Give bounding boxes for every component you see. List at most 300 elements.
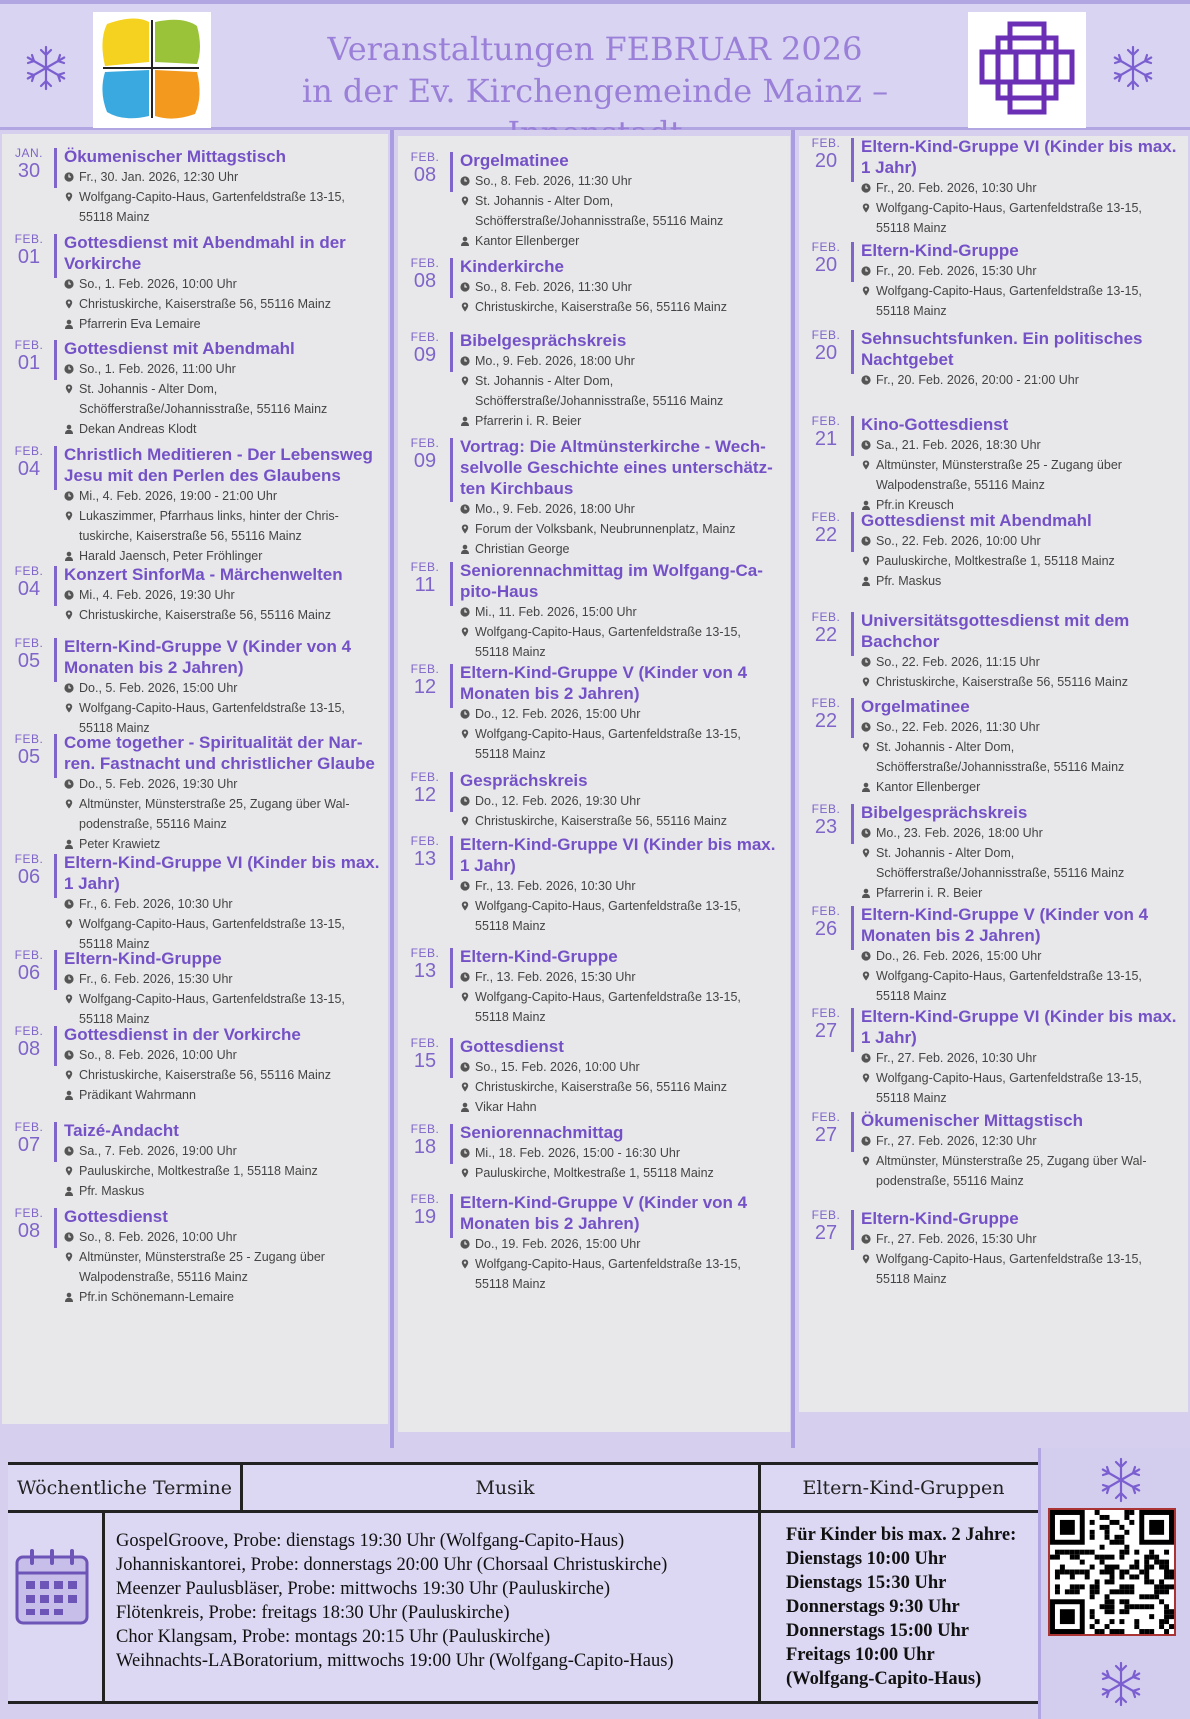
event-time: Fr., 27. Feb. 2026, 15:30 Uhr bbox=[861, 1229, 1180, 1249]
date-bar bbox=[450, 836, 453, 880]
event-time: So., 15. Feb. 2026, 10:00 Uhr bbox=[460, 1057, 782, 1077]
person-icon bbox=[64, 1292, 74, 1302]
event-month: FEB. bbox=[811, 136, 841, 150]
event-day: 08 bbox=[413, 270, 437, 292]
event-time: So., 1. Feb. 2026, 10:00 Uhr bbox=[64, 274, 380, 294]
clock-icon bbox=[460, 1062, 470, 1072]
person-icon bbox=[460, 236, 470, 246]
location-pin-icon bbox=[861, 677, 871, 687]
event-date bbox=[404, 256, 446, 292]
clock-icon bbox=[64, 974, 74, 984]
event-location: 55118 Mainz bbox=[475, 919, 546, 933]
date-bar bbox=[851, 330, 854, 374]
event-title[interactable]: Seniorennachmittag im Wolfgang-Ca-pito-Haus bbox=[460, 561, 763, 601]
event-location: podenstraße, 55116 Mainz bbox=[79, 817, 227, 831]
event-date bbox=[8, 444, 50, 480]
event-date bbox=[805, 1110, 847, 1146]
event-month: FEB. bbox=[811, 240, 841, 254]
event-title[interactable]: Eltern-Kind-Gruppe bbox=[460, 947, 618, 966]
clock-icon bbox=[861, 1053, 871, 1063]
event-day: 01 bbox=[17, 352, 41, 374]
event-title[interactable]: Orgelmatinee bbox=[861, 697, 970, 716]
event-location: Christuskirche, Kaiserstraße 56, 55116 Mainz bbox=[64, 1065, 380, 1085]
event-date bbox=[404, 946, 446, 982]
clock-icon bbox=[460, 1239, 470, 1249]
location-pin-icon bbox=[460, 816, 470, 826]
music-item: GospelGroove, Probe: dienstags 19:30 Uhr (Wolfgang-Capito-Haus) bbox=[116, 1531, 625, 1551]
title-line-2: in der Ev. Kirchengemeinde Mainz – bbox=[301, 72, 889, 110]
event-title[interactable]: Gottesdienst mit Abendmahl bbox=[64, 339, 295, 358]
event-columns bbox=[0, 130, 1190, 1448]
date-bar bbox=[851, 1008, 854, 1052]
event-location: Wolfgang-Capito-Haus, Gartenfeldstraße 13-15, bbox=[861, 1068, 1180, 1088]
event-title[interactable]: Kino-Gottesdienst bbox=[861, 415, 1009, 434]
event-day: 18 bbox=[413, 1136, 437, 1158]
event-location: Wolfgang-Capito-Haus, Gartenfeldstraße 13-15, bbox=[460, 622, 782, 642]
event-month: FEB. bbox=[14, 1206, 44, 1220]
person-icon bbox=[460, 544, 470, 554]
church-logo bbox=[93, 12, 211, 128]
event-date bbox=[8, 1206, 50, 1242]
event-date bbox=[8, 852, 50, 888]
event-location: 55118 Mainz bbox=[876, 221, 947, 235]
date-bar bbox=[450, 562, 453, 606]
event-time: Fr., 13. Feb. 2026, 15:30 Uhr bbox=[460, 967, 782, 987]
date-bar bbox=[450, 1194, 453, 1238]
event-month: FEB. bbox=[811, 510, 841, 524]
clock-icon bbox=[64, 1146, 74, 1156]
date-bar bbox=[450, 438, 453, 502]
location-pin-icon bbox=[861, 286, 871, 296]
event-person: Kantor Ellenberger bbox=[861, 777, 1180, 797]
date-bar bbox=[851, 138, 854, 182]
clock-icon bbox=[861, 1136, 871, 1146]
event-title[interactable]: Eltern-Kind-Gruppe VI (Kinder bis max. 1 Jahr) bbox=[64, 853, 380, 893]
event-month: FEB. bbox=[14, 1024, 44, 1038]
date-bar bbox=[851, 1210, 854, 1250]
date-bar bbox=[54, 1208, 57, 1248]
event-time: Mi., 4. Feb. 2026, 19:30 Uhr bbox=[64, 585, 380, 605]
event-title[interactable]: Gesprächskreis bbox=[460, 771, 588, 790]
location-pin-icon bbox=[64, 192, 74, 202]
event-title[interactable]: Bibelgesprächskreis bbox=[460, 331, 627, 350]
clock-icon bbox=[861, 440, 871, 450]
event-title[interactable]: Kinderkirche bbox=[460, 257, 564, 276]
qr-code[interactable] bbox=[1048, 1508, 1176, 1636]
date-bar bbox=[450, 1038, 453, 1078]
date-bar bbox=[54, 446, 57, 490]
group-item: Für Kinder bis max. 2 Jahre: bbox=[786, 1525, 1017, 1545]
event-date bbox=[8, 564, 50, 600]
event-time: So., 8. Feb. 2026, 11:30 Uhr bbox=[460, 171, 782, 191]
event-month: FEB. bbox=[410, 1122, 440, 1136]
event-day: 20 bbox=[814, 254, 838, 276]
event-location: Pauluskirche, Moltkestraße 1, 55118 Mainz bbox=[460, 1163, 782, 1183]
event-time: So., 1. Feb. 2026, 11:00 Uhr bbox=[64, 359, 380, 379]
event-location: tuskirche, Kaiserstraße 56, 55116 Mainz bbox=[79, 529, 302, 543]
event-location: Wolfgang-Capito-Haus, Gartenfeldstraße 13-15, bbox=[861, 966, 1180, 986]
event-location: Altmünster, Münsterstraße 25, Zugang über Wal- bbox=[861, 1151, 1180, 1171]
event-date bbox=[805, 696, 847, 732]
event-title[interactable]: Eltern-Kind-Gruppe V (Kinder von 4 Monaten bis 2 Jahren) bbox=[64, 637, 352, 677]
event-person: Pfr. Maskus bbox=[64, 1181, 380, 1201]
event-location: 55118 Mainz bbox=[475, 1010, 546, 1024]
event-title[interactable]: Eltern-Kind-Gruppe V (Kinder von 4 Monaten bis 2 Jahren) bbox=[460, 663, 748, 703]
clock-icon bbox=[460, 607, 470, 617]
event-location: Christuskirche, Kaiserstraße 56, 55116 Mainz bbox=[460, 1077, 782, 1097]
location-pin-icon bbox=[460, 302, 470, 312]
event-time: So., 22. Feb. 2026, 10:00 Uhr bbox=[861, 531, 1180, 551]
event-location: Wolfgang-Capito-Haus, Gartenfeldstraße 13-15, bbox=[460, 1254, 782, 1274]
event-person: Pfarrerin Eva Lemaire bbox=[64, 314, 380, 334]
music-item: Flötenkreis, Probe: freitags 18:30 Uhr (Pauluskirche) bbox=[116, 1603, 510, 1623]
person-icon bbox=[64, 551, 74, 561]
event-location: 55118 Mainz bbox=[79, 1012, 150, 1026]
event-date bbox=[8, 732, 50, 768]
location-pin-icon bbox=[64, 703, 74, 713]
location-pin-icon bbox=[460, 196, 470, 206]
event-month: JAN. bbox=[14, 146, 43, 160]
event-location: Wolfgang-Capito-Haus, Gartenfeldstraße 13-15, bbox=[64, 989, 380, 1009]
location-pin-icon bbox=[861, 971, 871, 981]
event-title[interactable]: Eltern-Kind-Gruppe V (Kinder von 4 Monaten bis 2 Jahren) bbox=[861, 905, 1149, 945]
event-title[interactable]: Seniorennachmittag bbox=[460, 1123, 624, 1142]
event-date bbox=[805, 1006, 847, 1042]
event-day: 13 bbox=[413, 848, 437, 870]
event-location: 55118 Mainz bbox=[79, 721, 150, 735]
event-time: Fr., 27. Feb. 2026, 12:30 Uhr bbox=[861, 1131, 1180, 1151]
event-time: Fr., 6. Feb. 2026, 15:30 Uhr bbox=[64, 969, 380, 989]
event-date bbox=[404, 436, 446, 472]
group-item: Donnerstags 15:00 Uhr bbox=[786, 1621, 969, 1641]
date-bar bbox=[54, 148, 57, 188]
event-person: Vikar Hahn bbox=[460, 1097, 782, 1117]
divider bbox=[102, 1513, 105, 1704]
event-location: Wolfgang-Capito-Haus, Gartenfeldstraße 13-15, bbox=[460, 987, 782, 1007]
event-title[interactable]: Eltern-Kind-Gruppe bbox=[861, 1209, 1019, 1228]
event-title[interactable]: Gottesdienst bbox=[64, 1207, 168, 1226]
event-month: FEB. bbox=[811, 904, 841, 918]
date-bar bbox=[450, 152, 453, 192]
location-pin-icon bbox=[460, 1168, 470, 1178]
event-location: Christuskirche, Kaiserstraße 56, 55116 Mainz bbox=[460, 297, 782, 317]
event-location: 55118 Mainz bbox=[79, 937, 150, 951]
date-bar bbox=[54, 1026, 57, 1066]
event-location: Wolfgang-Capito-Haus, Gartenfeldstraße 13-15, bbox=[64, 187, 380, 207]
date-bar bbox=[450, 1124, 453, 1164]
date-bar bbox=[851, 698, 854, 738]
event-location: Forum der Volksbank, Neubrunnenplatz, Mainz bbox=[460, 519, 782, 539]
music-list bbox=[116, 1529, 756, 1673]
event-title[interactable]: Gottesdienst mit Abendmahl bbox=[861, 511, 1092, 530]
event-date bbox=[404, 1122, 446, 1158]
clock-icon bbox=[460, 972, 470, 982]
event-time: So., 8. Feb. 2026, 10:00 Uhr bbox=[64, 1227, 380, 1247]
event-day: 23 bbox=[814, 816, 838, 838]
event-date bbox=[404, 834, 446, 870]
event-location: Wolfgang-Capito-Haus, Gartenfeldstraße 13-15, bbox=[861, 198, 1180, 218]
event-location: Schöfferstraße/Johannisstraße, 55116 Mainz bbox=[876, 760, 1125, 774]
person-icon bbox=[64, 1090, 74, 1100]
person-icon bbox=[861, 782, 871, 792]
clock-icon bbox=[64, 279, 74, 289]
event-month: FEB. bbox=[14, 444, 44, 458]
event-time: So., 8. Feb. 2026, 10:00 Uhr bbox=[64, 1045, 380, 1065]
event-location: Walpodenstraße, 55116 Mainz bbox=[79, 1270, 248, 1284]
event-title[interactable]: Vortrag: Die Altmünsterkirche - Wech-selvolle Geschichte eines unterschätz-ten Kirchbaus bbox=[460, 437, 773, 498]
event-title[interactable]: Ökumenischer Mittagstisch bbox=[861, 1111, 1084, 1130]
event-location: Walpodenstraße, 55116 Mainz bbox=[876, 478, 1045, 492]
event-title[interactable]: Bibelgesprächskreis bbox=[861, 803, 1028, 822]
event-title[interactable]: Come together - Spiritualität der Nar-ren. Fastnacht und christlicher Glaube bbox=[64, 733, 375, 773]
group-item: Donnerstags 9:30 Uhr bbox=[786, 1597, 960, 1617]
event-location: 55118 Mainz bbox=[79, 210, 150, 224]
event-month: FEB. bbox=[14, 732, 44, 746]
event-month: FEB. bbox=[14, 564, 44, 578]
event-location: Schöfferstraße/Johannisstraße, 55116 Mainz bbox=[475, 394, 724, 408]
event-day: 08 bbox=[413, 164, 437, 186]
person-icon bbox=[861, 888, 871, 898]
event-title[interactable]: Eltern-Kind-Gruppe VI (Kinder bis max. 1 Jahr) bbox=[460, 835, 776, 875]
event-day: 08 bbox=[17, 1220, 41, 1242]
date-bar bbox=[851, 612, 854, 656]
date-bar bbox=[54, 638, 57, 682]
event-time: Mi., 4. Feb. 2026, 19:00 - 21:00 Uhr bbox=[64, 486, 380, 506]
clock-icon bbox=[460, 504, 470, 514]
event-day: 20 bbox=[814, 342, 838, 364]
date-bar bbox=[54, 734, 57, 778]
event-time: So., 8. Feb. 2026, 11:30 Uhr bbox=[460, 277, 782, 297]
clock-icon bbox=[861, 1234, 871, 1244]
event-location: St. Johannis - Alter Dom, bbox=[861, 843, 1180, 863]
event-location: Lukaszimmer, Pfarrhaus links, hinter der Chris- bbox=[64, 506, 380, 526]
date-bar bbox=[54, 1122, 57, 1162]
event-date bbox=[805, 136, 847, 172]
event-month: FEB. bbox=[14, 852, 44, 866]
event-month: FEB. bbox=[811, 802, 841, 816]
divider bbox=[240, 1465, 243, 1513]
event-day: 22 bbox=[814, 524, 838, 546]
event-title[interactable]: Eltern-Kind-Gruppe bbox=[64, 949, 222, 968]
event-month: FEB. bbox=[410, 256, 440, 270]
event-month: FEB. bbox=[410, 150, 440, 164]
location-pin-icon bbox=[64, 799, 74, 809]
clock-icon bbox=[64, 590, 74, 600]
event-location: Wolfgang-Capito-Haus, Gartenfeldstraße 13-15, bbox=[460, 724, 782, 744]
event-time: Fr., 20. Feb. 2026, 15:30 Uhr bbox=[861, 261, 1180, 281]
person-icon bbox=[460, 1102, 470, 1112]
clock-icon bbox=[64, 1232, 74, 1242]
event-time: Sa., 7. Feb. 2026, 19:00 Uhr bbox=[64, 1141, 380, 1161]
location-pin-icon bbox=[460, 376, 470, 386]
clock-icon bbox=[861, 951, 871, 961]
event-month: FEB. bbox=[410, 1036, 440, 1050]
event-title[interactable]: Sehnsuchtsfunken. Ein politisches Nachtgebet bbox=[861, 329, 1143, 369]
date-bar bbox=[851, 242, 854, 282]
event-day: 06 bbox=[17, 962, 41, 984]
event-day: 07 bbox=[17, 1134, 41, 1156]
event-date bbox=[8, 1120, 50, 1156]
event-day: 09 bbox=[413, 450, 437, 472]
location-pin-icon bbox=[861, 1156, 871, 1166]
event-time: Mo., 9. Feb. 2026, 18:00 Uhr bbox=[460, 499, 782, 519]
event-title[interactable]: Gottesdienst bbox=[460, 1037, 564, 1056]
event-title[interactable]: Eltern-Kind-Gruppe VI (Kinder bis max. 1 Jahr) bbox=[861, 137, 1177, 177]
event-date bbox=[8, 146, 50, 182]
event-month: FEB. bbox=[410, 436, 440, 450]
event-title[interactable]: Gottesdienst in der Vorkirche bbox=[64, 1025, 301, 1044]
event-person: Pfr. Maskus bbox=[861, 571, 1180, 591]
snowflake-icon bbox=[1109, 44, 1157, 92]
parish-logo bbox=[968, 12, 1086, 128]
location-pin-icon bbox=[460, 1259, 470, 1269]
event-date bbox=[805, 802, 847, 838]
clock-icon bbox=[861, 657, 871, 667]
event-location: St. Johannis - Alter Dom, bbox=[460, 191, 782, 211]
groups-label: Eltern-Kind-Gruppen bbox=[769, 1465, 1038, 1513]
event-title[interactable]: Taizé-Andacht bbox=[64, 1121, 179, 1140]
clock-icon bbox=[460, 881, 470, 891]
event-time: Fr., 27. Feb. 2026, 10:30 Uhr bbox=[861, 1048, 1180, 1068]
event-title[interactable]: Christlich Meditieren - Der Lebensweg Jesu mit den Perlen des Glaubens bbox=[64, 445, 373, 485]
location-pin-icon bbox=[460, 1082, 470, 1092]
event-month: FEB. bbox=[811, 1110, 841, 1124]
event-time: Fr., 20. Feb. 2026, 20:00 - 21:00 Uhr bbox=[861, 370, 1180, 390]
clock-icon bbox=[64, 1050, 74, 1060]
event-date bbox=[404, 1036, 446, 1072]
clock-icon bbox=[460, 796, 470, 806]
event-title[interactable]: Ökumenischer Mittagstisch bbox=[64, 147, 287, 166]
person-icon bbox=[64, 1186, 74, 1196]
event-day: 08 bbox=[17, 1038, 41, 1060]
event-location: Wolfgang-Capito-Haus, Gartenfeldstraße 13-15, bbox=[861, 281, 1180, 301]
event-month: FEB. bbox=[14, 948, 44, 962]
event-day: 22 bbox=[814, 710, 838, 732]
event-location: 55118 Mainz bbox=[876, 304, 947, 318]
event-time: Fr., 13. Feb. 2026, 10:30 Uhr bbox=[460, 876, 782, 896]
event-day: 19 bbox=[413, 1206, 437, 1228]
date-bar bbox=[851, 1112, 854, 1152]
date-bar bbox=[54, 234, 57, 278]
location-pin-icon bbox=[861, 203, 871, 213]
date-bar bbox=[851, 906, 854, 950]
event-location: podenstraße, 55116 Mainz bbox=[876, 1174, 1024, 1188]
date-bar bbox=[851, 416, 854, 456]
event-month: FEB. bbox=[811, 1006, 841, 1020]
event-date bbox=[8, 948, 50, 984]
event-location: 55118 Mainz bbox=[876, 1091, 947, 1105]
location-pin-icon bbox=[64, 919, 74, 929]
date-bar bbox=[54, 566, 57, 606]
clock-icon bbox=[64, 779, 74, 789]
clock-icon bbox=[460, 356, 470, 366]
event-location: 55118 Mainz bbox=[475, 1277, 546, 1291]
location-pin-icon bbox=[64, 299, 74, 309]
event-day: 01 bbox=[17, 246, 41, 268]
date-bar bbox=[450, 332, 453, 372]
event-title[interactable]: Gottesdienst mit Abendmahl in der Vorkirche bbox=[64, 233, 346, 273]
event-time: Fr., 30. Jan. 2026, 12:30 Uhr bbox=[64, 167, 380, 187]
event-day: 22 bbox=[814, 624, 838, 646]
event-location: St. Johannis - Alter Dom, bbox=[64, 379, 380, 399]
event-month: FEB. bbox=[811, 328, 841, 342]
weekly-section bbox=[0, 1448, 1190, 1719]
event-day: 05 bbox=[17, 650, 41, 672]
event-person: Christian George bbox=[460, 539, 782, 559]
event-day: 27 bbox=[814, 1020, 838, 1042]
location-pin-icon bbox=[64, 610, 74, 620]
event-time: Do., 12. Feb. 2026, 19:30 Uhr bbox=[460, 791, 782, 811]
event-month: FEB. bbox=[811, 696, 841, 710]
event-day: 26 bbox=[814, 918, 838, 940]
event-person: Prädikant Wahrmann bbox=[64, 1085, 380, 1105]
location-pin-icon bbox=[64, 511, 74, 521]
snowflake-icon bbox=[1097, 1456, 1145, 1504]
weekly-frame bbox=[8, 1462, 1038, 1704]
event-location: Pauluskirche, Moltkestraße 1, 55118 Mainz bbox=[861, 551, 1180, 571]
event-title[interactable]: Eltern-Kind-Gruppe bbox=[861, 241, 1019, 260]
event-day: 05 bbox=[17, 746, 41, 768]
group-item: (Wolfgang-Capito-Haus) bbox=[786, 1669, 982, 1689]
event-month: FEB. bbox=[410, 946, 440, 960]
location-pin-icon bbox=[861, 556, 871, 566]
event-time: So., 22. Feb. 2026, 11:15 Uhr bbox=[861, 652, 1180, 672]
event-month: FEB. bbox=[14, 636, 44, 650]
location-pin-icon bbox=[64, 1252, 74, 1262]
event-time: Mo., 9. Feb. 2026, 18:00 Uhr bbox=[460, 351, 782, 371]
event-day: 30 bbox=[17, 160, 41, 182]
event-day: 06 bbox=[17, 866, 41, 888]
clock-icon bbox=[64, 491, 74, 501]
event-location: 55118 Mainz bbox=[876, 1272, 947, 1286]
event-date bbox=[8, 1024, 50, 1060]
column-3 bbox=[799, 136, 1188, 1412]
event-day: 12 bbox=[413, 676, 437, 698]
clock-icon bbox=[460, 282, 470, 292]
clock-icon bbox=[861, 183, 871, 193]
event-day: 27 bbox=[814, 1124, 838, 1146]
date-bar bbox=[450, 664, 453, 708]
event-location: St. Johannis - Alter Dom, bbox=[861, 737, 1180, 757]
event-title[interactable]: Konzert SinforMa - Märchenwelten bbox=[64, 565, 343, 584]
location-pin-icon bbox=[64, 1070, 74, 1080]
event-title[interactable]: Eltern-Kind-Gruppe V (Kinder von 4 Monaten bis 2 Jahren) bbox=[460, 1193, 748, 1233]
clock-icon bbox=[460, 709, 470, 719]
event-location: Christuskirche, Kaiserstraße 56, 55116 Mainz bbox=[460, 811, 782, 831]
date-bar bbox=[54, 340, 57, 380]
music-item: Meenzer Paulusbläser, Probe: mittwochs 19:30 Uhr (Pauluskirche) bbox=[116, 1579, 611, 1599]
date-bar bbox=[450, 258, 453, 298]
event-time: Do., 26. Feb. 2026, 15:00 Uhr bbox=[861, 946, 1180, 966]
event-title[interactable]: Universitätsgottesdienst mit dem Bachchor bbox=[861, 611, 1130, 651]
location-pin-icon bbox=[460, 729, 470, 739]
clock-icon bbox=[64, 364, 74, 374]
event-month: FEB. bbox=[14, 1120, 44, 1134]
event-month: FEB. bbox=[410, 1192, 440, 1206]
event-title[interactable]: Eltern-Kind-Gruppe VI (Kinder bis max. 1 Jahr) bbox=[861, 1007, 1177, 1047]
event-date bbox=[8, 232, 50, 268]
person-icon bbox=[64, 424, 74, 434]
column-divider bbox=[791, 130, 795, 1448]
event-date bbox=[404, 662, 446, 698]
clock-icon bbox=[460, 1148, 470, 1158]
event-day: 13 bbox=[413, 960, 437, 982]
event-date bbox=[8, 636, 50, 672]
event-month: FEB. bbox=[410, 330, 440, 344]
group-item: Freitags 10:00 Uhr bbox=[786, 1645, 935, 1665]
event-person: Pfr.in Kreusch bbox=[861, 495, 1180, 515]
event-title[interactable]: Orgelmatinee bbox=[460, 151, 569, 170]
